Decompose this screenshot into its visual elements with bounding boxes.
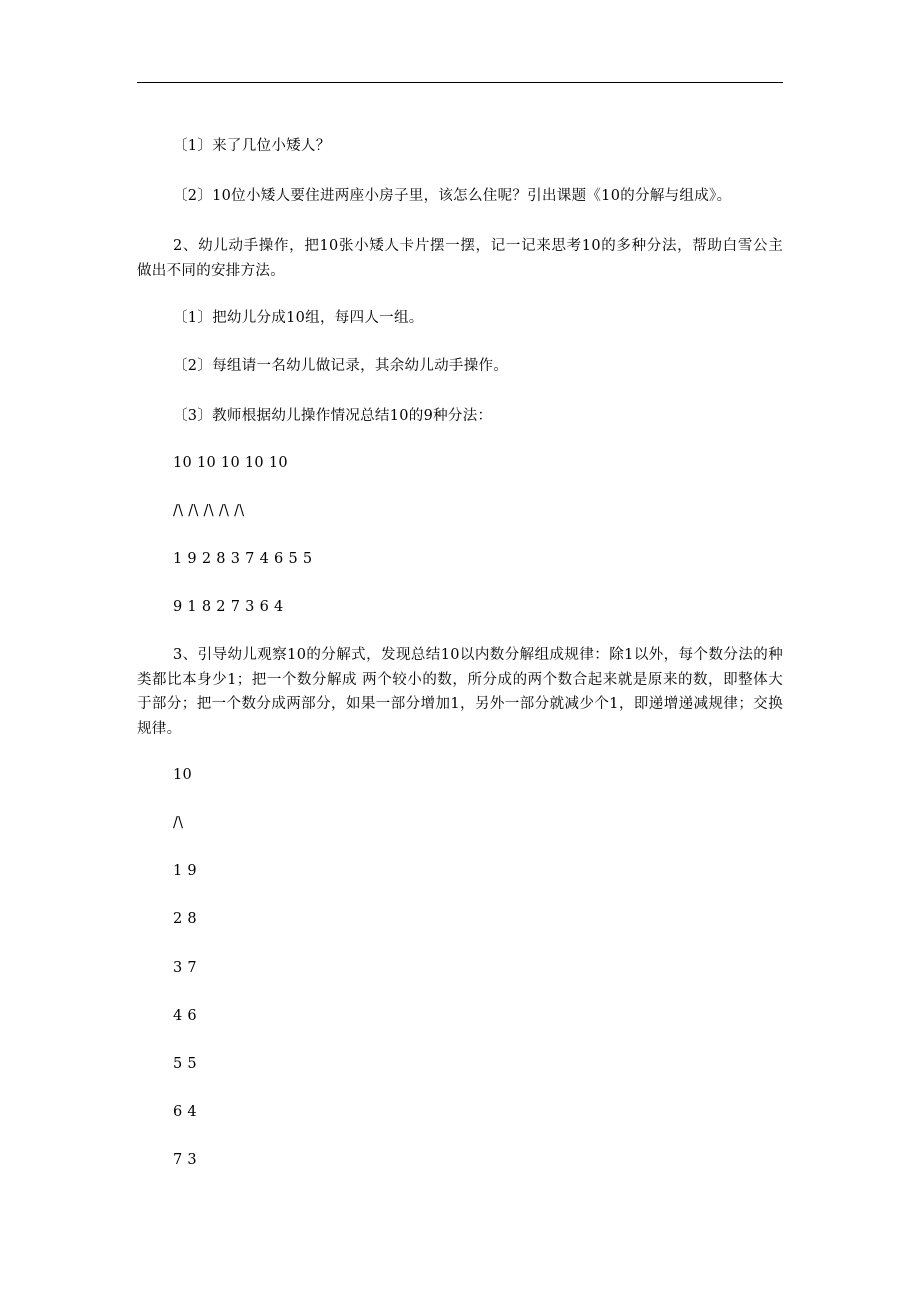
example-pair-5: 5 5 [173, 1056, 197, 1072]
example-pair-3: 3 7 [173, 960, 197, 976]
decomposition-row-1: 1 9 2 8 3 7 4 6 5 5 [173, 551, 313, 567]
question-1: 〔1〕来了几位小矮人？ [173, 138, 331, 154]
example-pair-6: 6 4 [173, 1104, 197, 1120]
decomposition-top-row: 10 10 10 10 10 [173, 455, 288, 471]
decomposition-row-2: 9 1 8 2 7 3 6 4 [173, 599, 284, 615]
example-pair-1: 1 9 [173, 863, 197, 879]
decomposition-branch-row: /\ /\ /\ /\ /\ [173, 503, 245, 519]
example-pair-7: 7 3 [173, 1152, 197, 1168]
step-2-paragraph: 2、幼儿动手操作，把10张小矮人卡片摆一摆，记一记来思考10的多种分法，帮助白雪公主做出不同的安排方法。 [137, 238, 783, 279]
step-3-paragraph: 3、引导幼儿观察10的分解式，发现总结10以内数分解组成规律：除1以外，每个数分法的种类都比本身少1；把一个数分解成 两个较小的数，所分成的两个数合起来就是原来的数，即整体大于部分；把一个数分成两部分，如果一部分增加1，另外一部分就减少个1，即递增递减规律；交换规律。 [137, 647, 783, 737]
step-2-item-3: 〔3〕教师根据幼儿操作情况总结10的9种分法： [173, 408, 493, 424]
example-pair-4: 4 6 [173, 1008, 197, 1024]
header-rule [137, 82, 783, 83]
example-branch: /\ [173, 815, 184, 831]
example-top: 10 [173, 767, 193, 783]
step-2-item-2: 〔2〕每组请一名幼儿做记录，其余幼儿动手操作。 [173, 358, 509, 374]
question-2: 〔2〕10位小矮人要住进两座小房子里，该怎么住呢？引出课题《10的分解与组成》。 [173, 188, 732, 204]
step-2-item-1: 〔1〕把幼儿分成10组，每四人一组。 [173, 310, 424, 326]
example-pair-2: 2 8 [173, 911, 197, 927]
